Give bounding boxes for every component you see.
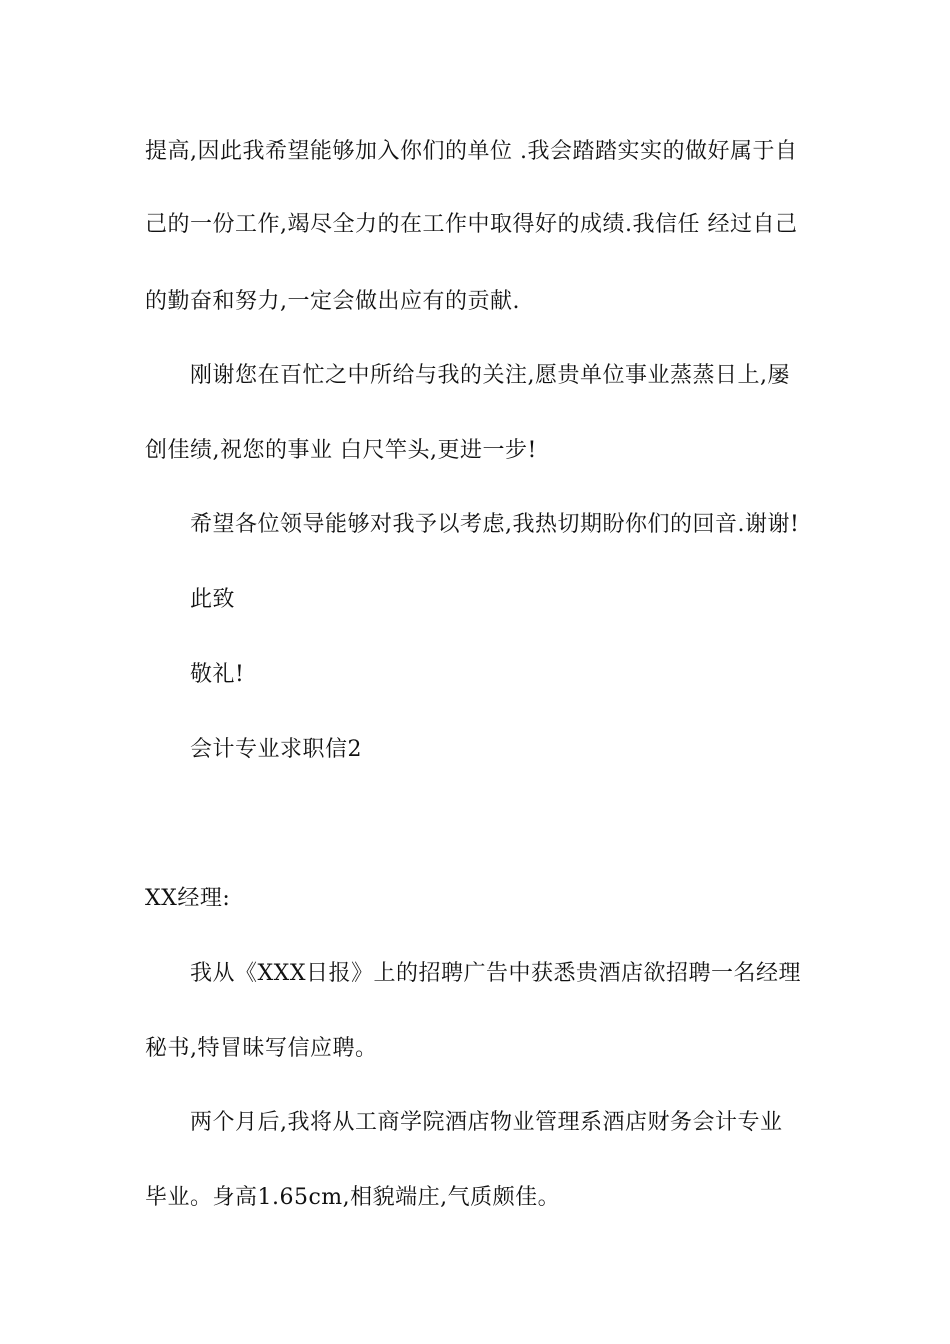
paragraph-line-2: 己的一份工作,竭尽全力的在工作中取得好的成绩.我信任 经过自己 [145, 212, 798, 237]
paragraph-line-3: 的勤奋和努力,一定会做出应有的贡献. [145, 289, 520, 314]
recipient-line: XX经理: [145, 886, 231, 911]
paragraph-line-9: 两个月后,我将从工商学院酒店物业管理系酒店财务会计专业 [190, 1110, 783, 1135]
paragraph-line-10: 毕业。身高1.65cm,相貌端庄,气质颇佳。 [145, 1185, 561, 1210]
section-title: 会计专业求职信2 [190, 737, 362, 762]
paragraph-line-4: 刚谢您在百忙之中所给与我的关注,愿贵单位事业蒸蒸日上,屡 [190, 363, 790, 388]
salutation-line: 敬礼! [190, 662, 245, 687]
paragraph-line-7: 我从《XXX日报》上的招聘广告中获悉贵酒店欲招聘一名经理 [190, 961, 801, 986]
closing-line: 此致 [190, 587, 236, 612]
paragraph-line-5: 创佳绩,祝您的事业 白尺竿头,更进一步! [145, 438, 537, 463]
paragraph-line-1: 提高,因此我希望能够加入你们的单位 .我会踏踏实实的做好属于自 [145, 139, 798, 164]
paragraph-line-8: 秘书,特冒昧写信应聘。 [145, 1036, 378, 1061]
paragraph-line-6: 希望各位领导能够对我予以考虑,我热切期盼你们的回音.谢谢! [190, 512, 800, 537]
